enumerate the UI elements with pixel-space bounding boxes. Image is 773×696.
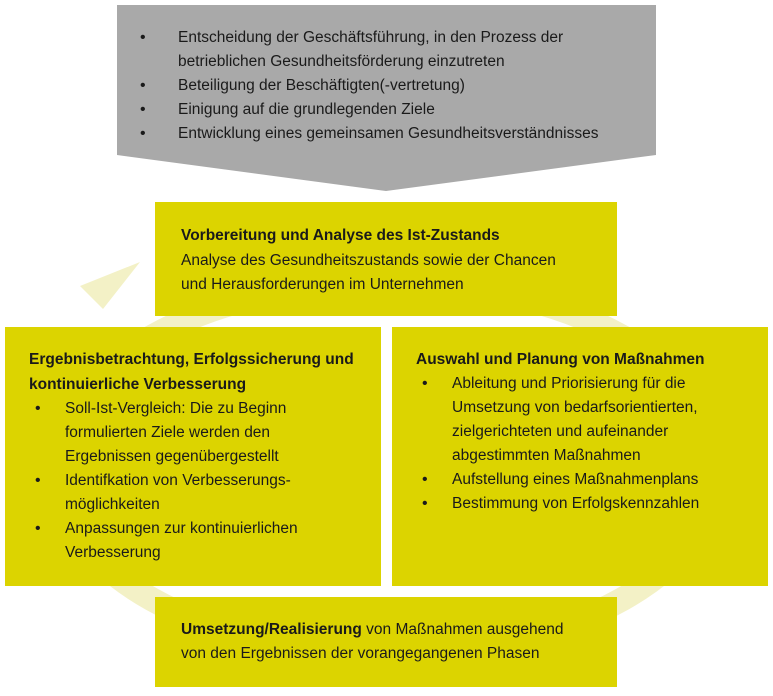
prerequisites-list (138, 26, 658, 146)
phase-implementation-line1 (181, 618, 597, 642)
phase-planning-item: • Aufstellung eines Maßnahmenplans (416, 468, 752, 492)
phase-preparation-title: Vorbereitung und Analyse des Ist-Zustands (181, 227, 500, 244)
prerequisites-item: • Beteiligung der Beschäftigten(-vertretung) (138, 74, 658, 98)
phase-evaluation-item: • Identifkation von Verbesserungs- möglichkeiten (29, 469, 363, 517)
phase-planning-item: • Ableitung und Priorisierung für die Umsetzung von bedarfsorientierten, zielgerichteten und aufeinander abgestimmten Maßnahmen (416, 372, 752, 468)
phase-implementation-title: Umsetzung/Realisierung (181, 621, 362, 638)
phase-planning-item: • Bestimmung von Erfolgskennzahlen (416, 492, 752, 516)
phase-preparation-line: Analyse des Gesundheitszustands sowie der Chancen (181, 252, 556, 269)
prerequisites-item: • Entscheidung der Geschäftsführung, in den Prozess der betrieblichen Gesundheitsförderung einzutreten (138, 26, 658, 74)
phase-planning-box (392, 327, 768, 586)
phase-planning-list (416, 372, 752, 516)
phase-evaluation-box (5, 327, 381, 586)
phase-evaluation-title: Ergebnisbetrachtung, Erfolgssicherung und kontinuierliche Verbesserung (29, 351, 354, 393)
phase-implementation-line2: von den Ergebnissen der vorangegangenen Phasen (181, 645, 540, 662)
phase-evaluation-item: • Soll-Ist-Vergleich: Die zu Beginn formulierten Ziele werden den Ergebnissen gegenübergestellt (29, 397, 363, 469)
phase-planning-title: Auswahl und Planung von Maßnahmen (416, 351, 705, 368)
prerequisites-item: • Einigung auf die grundlegenden Ziele (138, 98, 658, 122)
phase-implementation-text: von Maßnahmen ausgehend (361, 621, 564, 638)
phase-implementation-box (155, 597, 617, 687)
prerequisites-item: • Entwicklung eines gemeinsamen Gesundheitsverständnisses (138, 122, 658, 146)
cycle-arrow-head (80, 262, 140, 309)
phase-evaluation-item: • Anpassungen zur kontinuierlichen Verbesserung (29, 517, 363, 565)
phase-evaluation-list (29, 397, 363, 565)
phase-preparation-line: und Herausforderungen im Unternehmen (181, 276, 464, 293)
phase-preparation-box (155, 202, 617, 316)
